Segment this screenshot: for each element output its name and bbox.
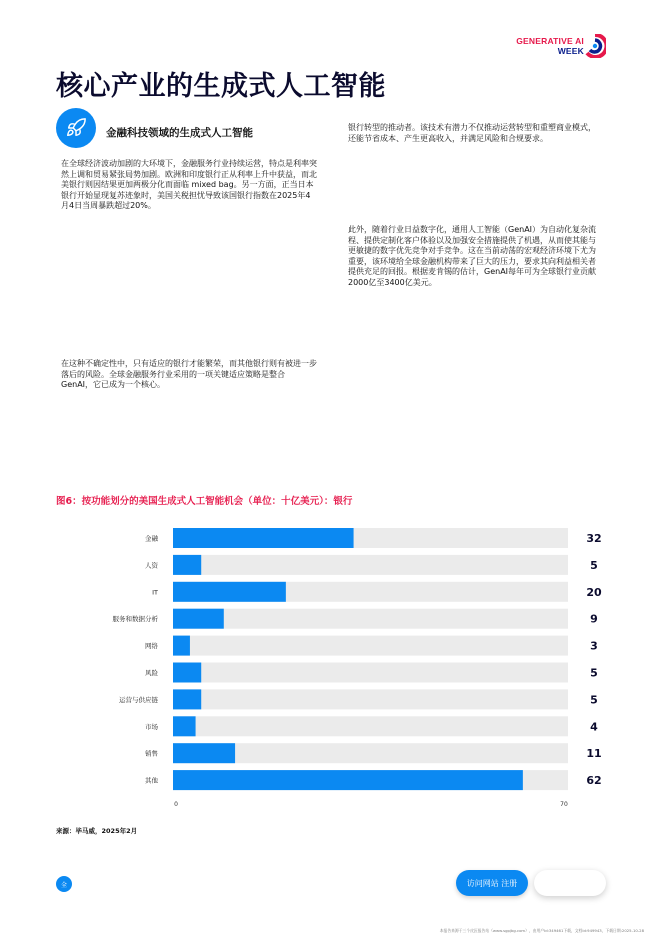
x-tick-label: 70 xyxy=(560,801,568,808)
chart-title: 图6：按功能划分的美国生成式人工智能机会（单位：十亿美元）：银行 xyxy=(56,496,353,507)
x-tick-label: 0 xyxy=(174,801,178,808)
value-label: 5 xyxy=(590,693,598,707)
category-label: 市场 xyxy=(145,722,158,731)
paragraph-transformation: 银行转型的推动者。该技术有潜力不仅推动运营转型和重塑商业模式，还能节省成本、产生更高收入，并满足风险和合规要求。 xyxy=(348,123,596,143)
small-badge[interactable]: 全 xyxy=(56,876,72,892)
category-label: 人资 xyxy=(145,561,158,570)
value-label: 11 xyxy=(586,747,602,761)
category-label: 服务和数据分析 xyxy=(112,615,158,624)
category-label: 网络 xyxy=(145,642,158,651)
category-label: 销售 xyxy=(145,749,158,758)
page-title: 核心产业的生成式人工智能 xyxy=(56,71,386,102)
logo-mark-icon xyxy=(584,34,606,58)
value-label: 4 xyxy=(590,720,598,734)
value-label: 32 xyxy=(586,532,602,545)
paragraph-adaptation: 在这种不确定性中，只有适应的银行才能繁荣，而其他银行则有被进一步落后的风险。全球金融服务行业采用的一项关键适应策略是整合GenAI，它已成为一个核心。 xyxy=(61,359,317,390)
footer-note: 本报告来源于三个皮匠报告站（www.sgpjbg.com），由用户Id:349461下载，文档Id:949943，下载日期:2025-10-28 xyxy=(439,928,644,933)
value-label: 5 xyxy=(590,666,598,680)
logo-line-2: WEEK xyxy=(557,46,584,56)
category-label: 金融 xyxy=(145,534,158,543)
blank-button[interactable] xyxy=(534,870,606,896)
value-label: 20 xyxy=(586,585,602,599)
value-label: 62 xyxy=(586,774,602,788)
source-note: 来源：毕马威，2025年2月 xyxy=(56,827,138,835)
category-label: 风险 xyxy=(145,669,158,677)
paragraph-digitalization: 此外，随着行业日益数字化，通用人工智能（GenAI）为自动化复杂流程、提供定制化客户体验以及加强安全措施提供了机遇，从而使其能与更敏捷的数字优先竞争对手竞争。这在当前动荡的宏观经济环境下尤为重要，该环境给全球金融机构带来了巨大的压力，要求其向利益相关者提供充足的回报。根据麦肯锡的估计，GenAI每年可为全球银行业贡献2000亿至3400亿美元。 xyxy=(348,225,597,287)
logo-text xyxy=(516,36,584,56)
value-label: 5 xyxy=(590,558,598,572)
section-title: 金融科技领域的生成式人工智能 xyxy=(106,127,253,139)
category-label: IT xyxy=(152,588,158,597)
chart-area xyxy=(0,466,662,936)
category-label: 其他 xyxy=(145,776,158,785)
generative-ai-week-logo xyxy=(514,34,606,60)
rocket-icon xyxy=(56,108,96,148)
paragraph-economic-context: 在全球经济波动加剧的大环境下，金融服务行业持续运营，特点是利率突然上调和贸易紧张局势加剧。欧洲和印度银行正从利率上升中获益，而北美银行则因结果更加两极分化而面临 mixed bag。另一方面，正当日本银行开始显现复苏迹象时，美国关税担忧导致该国银行指数在2025年4月4日当周暴跌超过20%。 xyxy=(61,159,317,211)
visit-website-button[interactable]: 访问网站 注册 xyxy=(456,870,528,896)
value-label: 9 xyxy=(590,612,598,626)
value-label: 3 xyxy=(590,639,598,653)
category-label: 运营与供应链 xyxy=(119,695,158,704)
logo-line-1: GENERATIVE AI xyxy=(516,36,584,46)
content-panel xyxy=(0,0,662,466)
